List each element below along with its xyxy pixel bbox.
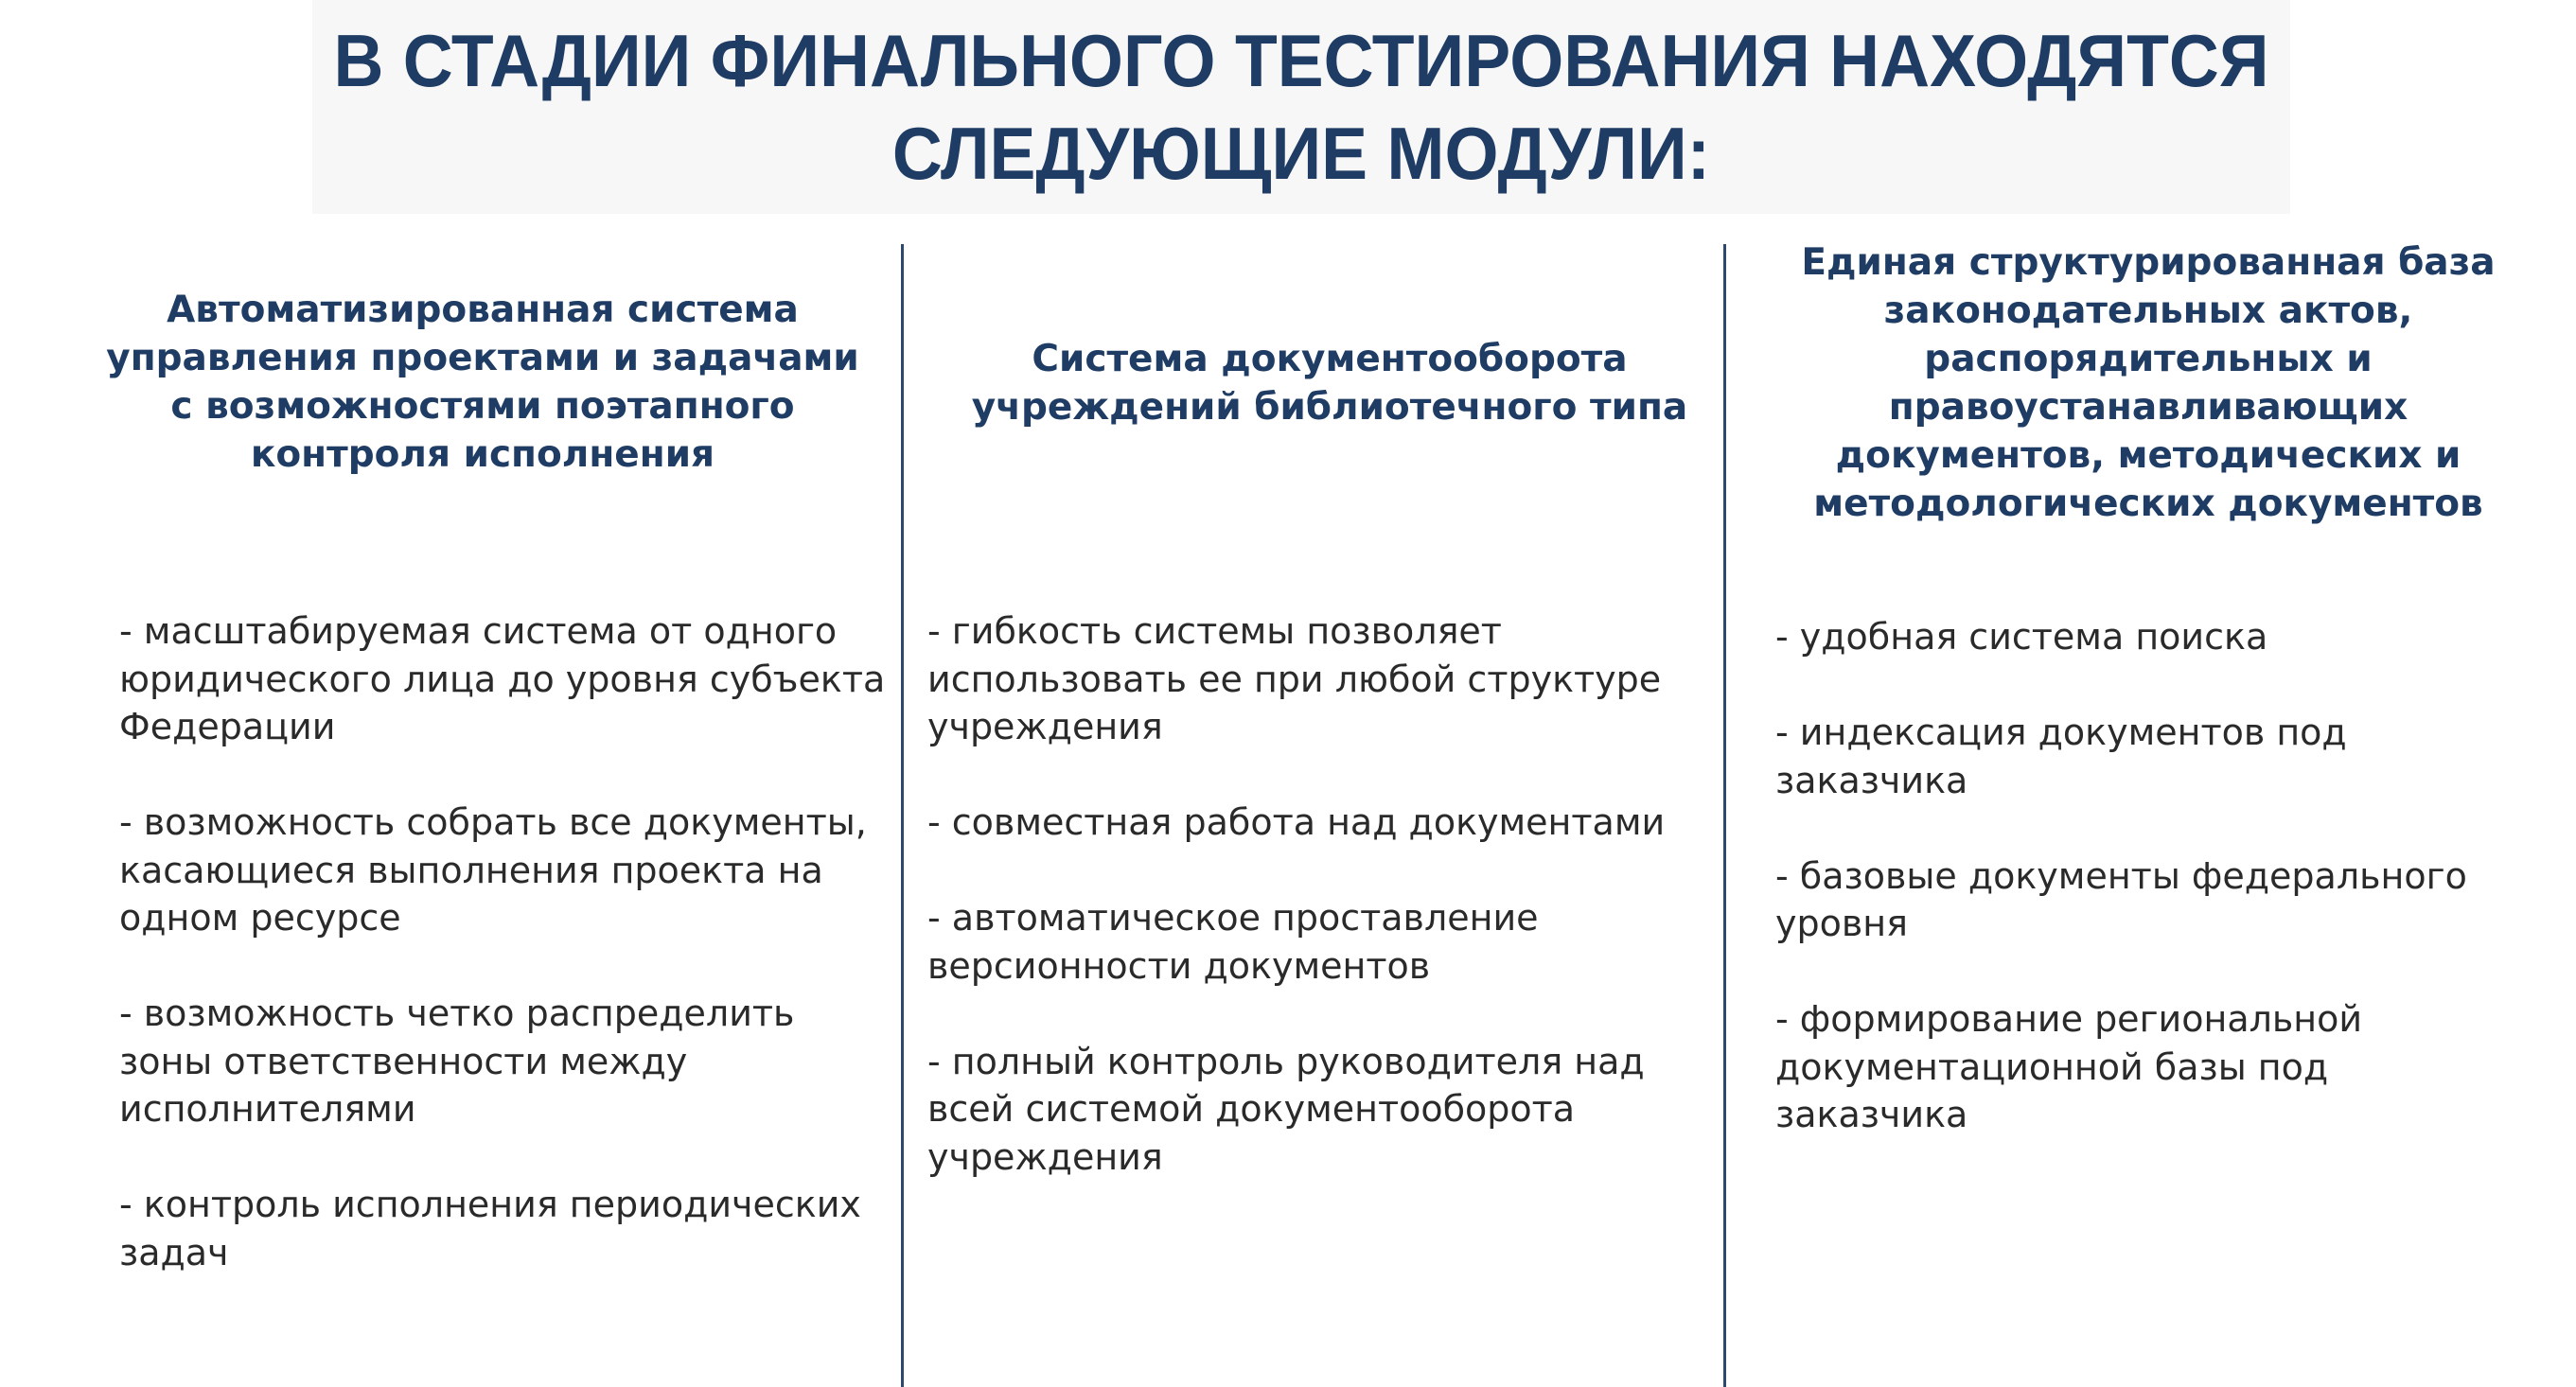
list-item-line: зоны ответственности между	[119, 1040, 688, 1082]
list-item	[1775, 852, 2551, 948]
heading-line: учреждений библиотечного типа	[971, 386, 1688, 429]
heading-line: Автоматизированная система	[167, 289, 799, 331]
list-item-line: юридического лица до уровня субъекта	[119, 658, 886, 700]
column-heading-legal-base	[1746, 238, 2550, 528]
feature-list-docflow	[927, 607, 1703, 1229]
list-item	[119, 607, 886, 751]
list-item-line: - полный контроль руководителя над	[927, 1040, 1645, 1082]
column-divider	[901, 244, 904, 1387]
page-title	[333, 0, 2269, 214]
list-item-line: одном ресурсе	[119, 897, 401, 939]
list-item-line: - контроль исполнения периодических	[119, 1184, 861, 1225]
heading-line: с возможностями поэтапного	[170, 385, 795, 428]
list-item	[927, 607, 1703, 751]
list-item-line: - базовые документы федерального	[1775, 854, 2467, 897]
list-item-line: - формирование региональной	[1775, 998, 2363, 1040]
heading-line: законодательных актов,	[1883, 290, 2413, 332]
list-item	[1775, 709, 2551, 804]
list-item-line: уровня	[1775, 903, 1908, 944]
list-item-line: - индексация документов под	[1775, 711, 2347, 753]
list-item-line: - удобная система поиска	[1775, 616, 2268, 658]
list-item-line: учреждения	[927, 706, 1163, 747]
column-heading-projects	[104, 286, 861, 479]
list-item-line: касающиеся выполнения проекта на	[119, 849, 823, 891]
heading-line: Единая структурированная база	[1801, 241, 2496, 284]
heading-line: правоустанавливающих	[1888, 386, 2408, 429]
heading-line: Система документооборота	[1032, 338, 1628, 380]
list-item-line: всей системой документооборота	[927, 1088, 1576, 1130]
list-item-line: - совместная работа над документами	[927, 801, 1666, 843]
list-item	[119, 799, 876, 942]
page-title-line: СЛЕДУЮЩИЕ МОДУЛИ:	[891, 112, 1711, 195]
feature-list-projects	[119, 607, 886, 1325]
heading-line: методологических документов	[1813, 483, 2483, 525]
list-item-line: Федерации	[119, 706, 336, 747]
list-item	[1775, 613, 2551, 661]
heading-line: управления проектами и задачами	[106, 337, 859, 379]
list-item-line: - гибкость системы позволяет	[927, 610, 1502, 652]
list-item	[1775, 995, 2551, 1139]
column-divider	[1723, 244, 1726, 1387]
list-item-line: - масштабируемая система от одного	[119, 610, 838, 652]
list-item-line: учреждения	[927, 1135, 1163, 1178]
list-item-line: заказчика	[1775, 1094, 1968, 1135]
list-item-line: - автоматическое проставление	[927, 897, 1539, 939]
list-item	[927, 894, 1703, 990]
list-item	[119, 1181, 876, 1276]
list-item	[119, 990, 876, 1133]
list-item	[927, 1038, 1703, 1182]
list-item-line: - возможность четко распределить	[119, 992, 795, 1034]
list-item-line: версионности документов	[927, 944, 1431, 987]
feature-list-legal-base	[1775, 613, 2551, 1186]
list-item	[927, 799, 1703, 847]
list-item-line: использовать ее при любой структуре	[927, 658, 1662, 700]
heading-line: распорядительных и	[1924, 338, 2373, 380]
list-item-line: исполнителями	[119, 1088, 416, 1130]
page-title-line: В СТАДИИ ФИНАЛЬНОГО ТЕСТИРОВАНИЯ НАХОДЯТСЯ	[333, 19, 2269, 102]
list-item-line: документационной базы под	[1775, 1045, 2329, 1088]
list-item-line: - возможность собрать все документы,	[119, 801, 867, 843]
list-item-line: заказчика	[1775, 759, 1968, 801]
column-heading-docflow	[946, 335, 1713, 431]
heading-line: документов, методических и	[1835, 434, 2461, 477]
heading-line: контроля исполнения	[250, 433, 715, 476]
list-item-line: задач	[119, 1231, 229, 1273]
